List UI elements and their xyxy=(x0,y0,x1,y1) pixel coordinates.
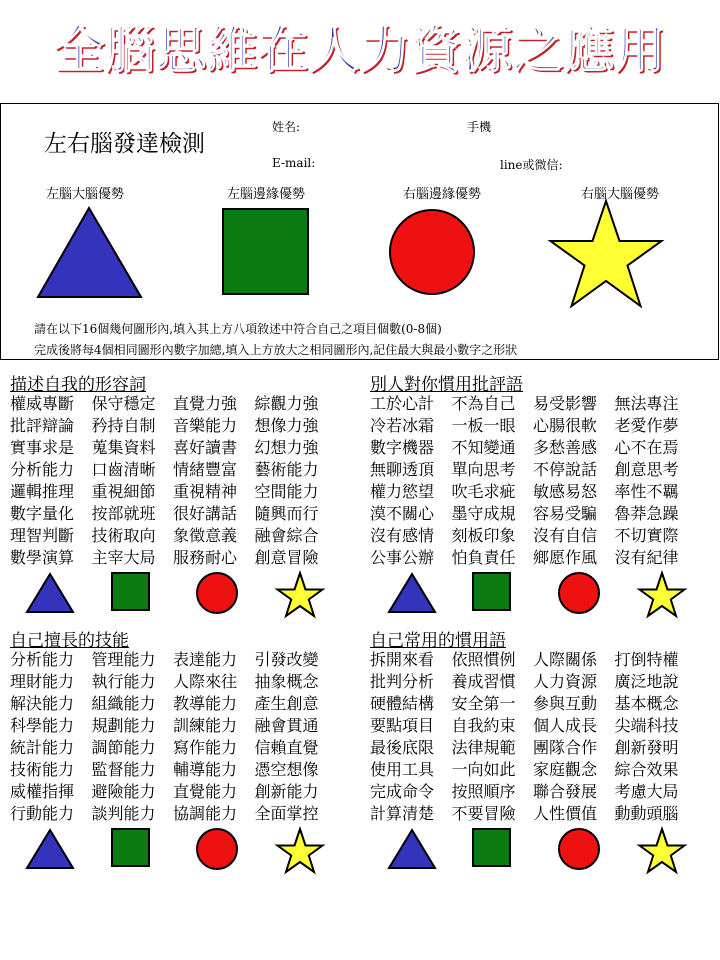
word-item: 單向思考 xyxy=(451,460,516,479)
word-item: 率性不羈 xyxy=(614,482,679,501)
word-item: 信賴直覺 xyxy=(254,738,319,757)
word-item: 理智判斷 xyxy=(10,526,75,545)
word-item: 基本概念 xyxy=(614,694,679,713)
word-item: 協調能力 xyxy=(173,804,238,823)
word-item: 綜合效果 xyxy=(614,760,679,779)
word-item: 喜好讀書 xyxy=(173,438,238,457)
square-icon[interactable] xyxy=(222,208,310,296)
word-item: 行動能力 xyxy=(10,804,75,823)
circle-icon[interactable] xyxy=(195,572,239,616)
triangle-icon[interactable] xyxy=(388,572,438,614)
word-item: 避險能力 xyxy=(91,782,156,801)
word-item: 法律規範 xyxy=(451,738,516,757)
name-field-label[interactable]: 姓名: xyxy=(272,120,301,134)
phone-field-label[interactable]: 手機 xyxy=(467,120,492,134)
word-item: 理財能力 xyxy=(10,672,75,691)
word-item: 批評辯論 xyxy=(10,416,75,435)
word-item: 解決能力 xyxy=(10,694,75,713)
word-item: 要點項目 xyxy=(370,716,435,735)
word-item: 服務耐心 xyxy=(173,548,238,567)
word-item: 易受影響 xyxy=(533,394,598,413)
word-item: 口齒清晰 xyxy=(91,460,156,479)
word-item: 無聊透頂 xyxy=(370,460,435,479)
word-item: 輔導能力 xyxy=(173,760,238,779)
page-title: 全腦思維在人力資源之應用 xyxy=(54,21,666,79)
word-grid-self-adjectives xyxy=(10,393,336,569)
word-item: 融會貫通 xyxy=(254,716,319,735)
word-item: 廣泛地說 xyxy=(614,672,679,691)
word-item: 敏感易怒 xyxy=(533,482,598,501)
word-item: 批判分析 xyxy=(370,672,435,691)
star-icon[interactable] xyxy=(276,828,324,874)
triangle-icon[interactable] xyxy=(37,205,145,300)
word-item: 使用工具 xyxy=(370,760,435,779)
word-item: 數字機器 xyxy=(370,438,435,457)
word-item: 怕負責任 xyxy=(451,548,516,567)
word-item: 很好講話 xyxy=(173,504,238,523)
word-item: 創意冒險 xyxy=(254,548,319,567)
word-item: 人際來往 xyxy=(173,672,238,691)
word-item: 魯莽急躁 xyxy=(614,504,679,523)
word-item: 全面掌控 xyxy=(254,804,319,823)
word-item: 產生創意 xyxy=(254,694,319,713)
word-grid-skills xyxy=(10,649,336,825)
star-icon[interactable] xyxy=(276,572,324,618)
word-item: 墨守成規 xyxy=(451,504,516,523)
word-item: 權威專斷 xyxy=(10,394,75,413)
word-item: 權力慾望 xyxy=(370,482,435,501)
word-item: 創新能力 xyxy=(254,782,319,801)
word-item: 訓練能力 xyxy=(173,716,238,735)
word-item: 冷若冰霜 xyxy=(370,416,435,435)
word-item: 團隊合作 xyxy=(533,738,598,757)
word-item: 數學演算 xyxy=(10,548,75,567)
word-item: 保守穩定 xyxy=(91,394,156,413)
triangle-icon[interactable] xyxy=(26,828,76,870)
section-title-phrases: 自己常用的慣用語 xyxy=(370,631,506,651)
word-item: 漠不關心 xyxy=(370,504,435,523)
word-item: 老愛作夢 xyxy=(614,416,679,435)
word-item: 分析能力 xyxy=(10,460,75,479)
word-item: 吹毛求疵 xyxy=(451,482,516,501)
word-item: 重視細節 xyxy=(91,482,156,501)
word-grid-criticisms xyxy=(370,393,696,569)
section-title-self-adjectives: 描述自我的形容詞 xyxy=(10,375,146,395)
word-item: 教導能力 xyxy=(173,694,238,713)
shape-label-left-cerebral: 左腦大腦優勢 xyxy=(45,187,124,202)
word-item: 創新發明 xyxy=(614,738,679,757)
word-item: 拆開來看 xyxy=(370,650,435,669)
word-item: 象徵意義 xyxy=(173,526,238,545)
star-icon[interactable] xyxy=(547,199,665,311)
word-item: 容易受騙 xyxy=(533,504,598,523)
word-item: 養成習慣 xyxy=(451,672,516,691)
square-icon[interactable] xyxy=(472,572,512,612)
word-item: 實事求是 xyxy=(10,438,75,457)
word-item: 引發改變 xyxy=(254,650,319,669)
word-item: 表達能力 xyxy=(173,650,238,669)
circle-icon[interactable] xyxy=(557,828,601,872)
word-item: 管理能力 xyxy=(91,650,156,669)
instruction-line-2: 完成後將每4個相同圖形內數字加總,填入上方放大之相同圖形內,記住最大與最小數字之形狀 xyxy=(34,343,518,357)
square-icon[interactable] xyxy=(472,828,512,868)
star-icon[interactable] xyxy=(638,572,686,618)
word-item: 邏輯推理 xyxy=(10,482,75,501)
word-item: 科學能力 xyxy=(10,716,75,735)
word-item: 不知變通 xyxy=(451,438,516,457)
word-item: 談判能力 xyxy=(91,804,156,823)
word-item: 依照慣例 xyxy=(451,650,516,669)
word-item: 安全第一 xyxy=(451,694,516,713)
word-item: 重視精神 xyxy=(173,482,238,501)
word-item: 按照順序 xyxy=(451,782,516,801)
word-item: 尖端科技 xyxy=(614,716,679,735)
word-item: 沒有自信 xyxy=(533,526,598,545)
word-item: 不要冒險 xyxy=(451,804,516,823)
word-item: 藝術能力 xyxy=(254,460,319,479)
word-item: 鄉愿作風 xyxy=(533,548,598,567)
word-item: 空間能力 xyxy=(254,482,319,501)
word-item: 沒有感情 xyxy=(370,526,435,545)
word-item: 音樂能力 xyxy=(173,416,238,435)
word-item: 憑空想像 xyxy=(254,760,319,779)
shape-label-right-limbic: 右腦邊緣優勢 xyxy=(402,187,481,202)
word-item: 自我約束 xyxy=(451,716,516,735)
word-item: 工於心計 xyxy=(370,394,435,413)
word-item: 多愁善感 xyxy=(533,438,598,457)
word-item: 刻板印象 xyxy=(451,526,516,545)
triangle-icon[interactable] xyxy=(388,828,438,870)
word-item: 不停說話 xyxy=(533,460,598,479)
word-item: 不為自己 xyxy=(451,394,516,413)
square-icon[interactable] xyxy=(111,828,151,868)
square-icon[interactable] xyxy=(111,572,151,612)
word-item: 硬體結構 xyxy=(370,694,435,713)
shape-label-right-cerebral: 右腦大腦優勢 xyxy=(580,187,659,202)
word-item: 人際關係 xyxy=(533,650,598,669)
word-item: 主宰大局 xyxy=(91,548,156,567)
circle-icon[interactable] xyxy=(388,208,476,296)
word-item: 按部就班 xyxy=(91,504,156,523)
word-item: 個人成長 xyxy=(533,716,598,735)
circle-icon[interactable] xyxy=(195,828,239,872)
word-item: 技術取向 xyxy=(91,526,156,545)
word-item: 家庭觀念 xyxy=(533,760,598,779)
test-heading: 左右腦發達檢測 xyxy=(44,131,205,157)
word-item: 沒有紀律 xyxy=(614,548,679,567)
word-item: 威權指揮 xyxy=(10,782,75,801)
word-item: 參與互動 xyxy=(533,694,598,713)
word-item: 心不在焉 xyxy=(614,438,679,457)
triangle-icon[interactable] xyxy=(26,572,76,614)
word-item: 計算清楚 xyxy=(370,804,435,823)
word-item: 蒐集資料 xyxy=(91,438,156,457)
word-item: 技術能力 xyxy=(10,760,75,779)
circle-icon[interactable] xyxy=(557,572,601,616)
word-item: 統計能力 xyxy=(10,738,75,757)
word-item: 一向如此 xyxy=(451,760,516,779)
word-item: 心腸很軟 xyxy=(533,416,598,435)
word-item: 一板一眼 xyxy=(451,416,516,435)
word-item: 組織能力 xyxy=(91,694,156,713)
word-item: 執行能力 xyxy=(91,672,156,691)
section-title-skills: 自己擅長的技能 xyxy=(10,631,129,651)
word-item: 隨興而行 xyxy=(254,504,319,523)
word-item: 不切實際 xyxy=(614,526,679,545)
word-item: 調節能力 xyxy=(91,738,156,757)
word-item: 無法專注 xyxy=(614,394,679,413)
word-item: 矜持自制 xyxy=(91,416,156,435)
word-item: 寫作能力 xyxy=(173,738,238,757)
word-item: 想像力強 xyxy=(254,416,319,435)
word-item: 抽象概念 xyxy=(254,672,319,691)
word-item: 融會綜合 xyxy=(254,526,319,545)
word-item: 直覺能力 xyxy=(173,782,238,801)
word-item: 幻想力強 xyxy=(254,438,319,457)
word-grid-phrases xyxy=(370,649,696,825)
word-item: 完成命令 xyxy=(370,782,435,801)
email-field-label[interactable]: E-mail: xyxy=(272,156,316,170)
word-item: 人力資源 xyxy=(533,672,598,691)
word-item: 人性價值 xyxy=(533,804,598,823)
instruction-line-1: 請在以下16個幾何圖形內,填入其上方八項敘述中符合自己之項目個數(0-8個) xyxy=(34,322,442,336)
word-item: 監督能力 xyxy=(91,760,156,779)
word-item: 創意思考 xyxy=(614,460,679,479)
word-item: 規劃能力 xyxy=(91,716,156,735)
word-item: 打倒特權 xyxy=(614,650,679,669)
word-item: 動動頭腦 xyxy=(614,804,679,823)
word-item: 聯合發展 xyxy=(533,782,598,801)
word-item: 考慮大局 xyxy=(614,782,679,801)
section-title-criticisms: 別人對你慣用批評語 xyxy=(370,375,523,395)
shape-label-left-limbic: 左腦邊緣優勢 xyxy=(226,187,305,202)
word-item: 數字量化 xyxy=(10,504,75,523)
star-icon[interactable] xyxy=(638,828,686,874)
word-item: 最後底限 xyxy=(370,738,435,757)
word-item: 情緒豐富 xyxy=(173,460,238,479)
line-field-label[interactable]: line或微信: xyxy=(500,158,563,172)
word-item: 分析能力 xyxy=(10,650,75,669)
word-item: 公事公辦 xyxy=(370,548,435,567)
word-item: 直覺力強 xyxy=(173,394,238,413)
word-item: 綜觀力強 xyxy=(254,394,319,413)
